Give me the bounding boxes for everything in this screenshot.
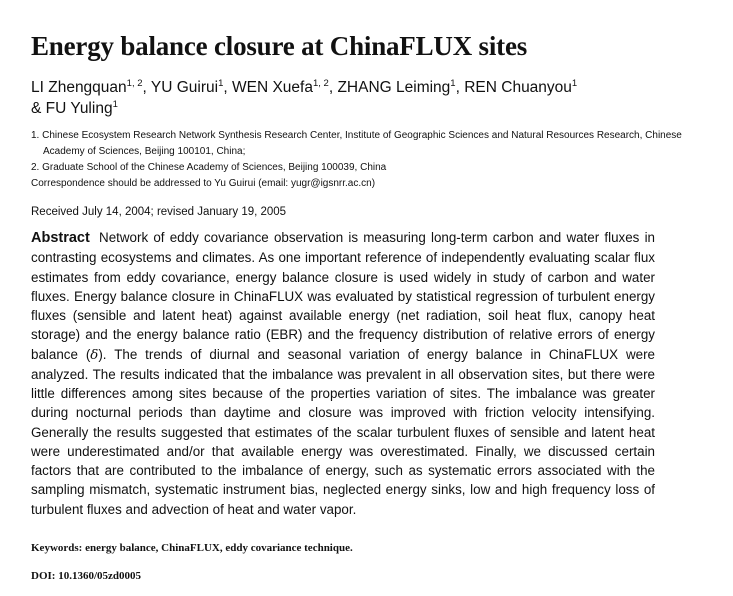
author-affiliation-mark: 1 <box>571 78 578 89</box>
author <box>464 79 577 96</box>
author-name: REN Chuanyou <box>464 79 572 96</box>
author <box>232 79 337 96</box>
author-affiliation-mark: 1 <box>112 99 118 110</box>
author-name: WEN Xuefa <box>231 79 313 96</box>
author-affiliation-mark: 1, 2 <box>312 78 329 89</box>
affiliation-2: 2. Graduate School of the Chinese Academy of Sciences, Beijing 100039, China <box>31 162 387 173</box>
author-affiliation-mark: 1 <box>218 78 224 89</box>
author-separator: , <box>142 79 151 96</box>
author-name: LI Zhengquan <box>31 79 127 96</box>
delta-symbol: δ <box>90 347 99 363</box>
correspondence-note: Correspondence should be addressed to Yu Guirui (email: yugr@igsnrr.ac.cn) <box>31 178 376 189</box>
author-separator: , <box>223 79 232 96</box>
keywords: Keywords: energy balance, ChinaFLUX, eddy covariance technique. <box>31 542 353 554</box>
abstract-heading: Abstract <box>31 230 90 246</box>
author-affiliation-mark: 1, 2 <box>126 78 143 89</box>
author-name: ZHANG Leiming <box>337 79 451 96</box>
abstract-text-part-1: Network of eddy covariance observation is measuring long-term carbon and water fluxes in contrasting ecosystems and climates. As one important reference of independently evaluating scalar flux estimates from eddy covariance, energy balance closure is used widely in study of carbon and water fluxes. Energy balance closure in ChinaFLUX was evaluated by statistical regression of turbulent energy fluxes (sensible and latent heat) against available energy (net radiation, soil heat flux, canopy heat storage) and the energy balance ratio (EBR) and the frequency distribution of relative errors of energy balance ( <box>31 230 655 362</box>
author-name: YU Guirui <box>150 79 219 96</box>
doi: DOI: 10.1360/05zd0005 <box>31 570 141 582</box>
abstract <box>31 228 655 519</box>
received-dates: Received July 14, 2004; revised January 19, 2005 <box>31 206 287 218</box>
author <box>337 79 464 96</box>
author <box>151 79 232 96</box>
author-separator: , <box>328 79 338 96</box>
author-affiliation-mark: 1 <box>450 78 456 89</box>
author-name: & FU Yuling <box>31 100 113 117</box>
author-list <box>31 77 721 119</box>
affiliation-1: 1. Chinese Ecosystem Research Network Synthesis Research Center, Institute of Geographic Sciences and Natural Resources Research, Chinese Academy of Sciences, Beijing 100101, China; <box>31 130 682 157</box>
abstract-text-part-2: ). The trends of diurnal and seasonal variation of energy balance in ChinaFLUX were analyzed. The results indicated that the imbalance was prevalent in all observation sites, but there were little differences among sites because of the properties variation of sites. The imbalance was greater during nocturnal periods than daytime and closure was improved with friction velocity intensifying. Generally the results suggested that estimates of the scalar turbulent fluxes of sensible and latent heat were underestimated and/or that available energy was overestimated. Finally, we discussed certain factors that are contributed to the imbalance of energy, such as systematic errors associated with the sampling mismatch, systematic instrument bias, neglected energy sinks, low and high frequency loss of turbulent fluxes and advection of heat and water vapor. <box>31 346 655 517</box>
author <box>31 100 118 117</box>
author-separator: , <box>455 79 465 96</box>
paper-title: Energy balance closure at ChinaFLUX sites <box>31 31 528 61</box>
affiliation-block <box>31 128 721 192</box>
author <box>31 79 151 96</box>
